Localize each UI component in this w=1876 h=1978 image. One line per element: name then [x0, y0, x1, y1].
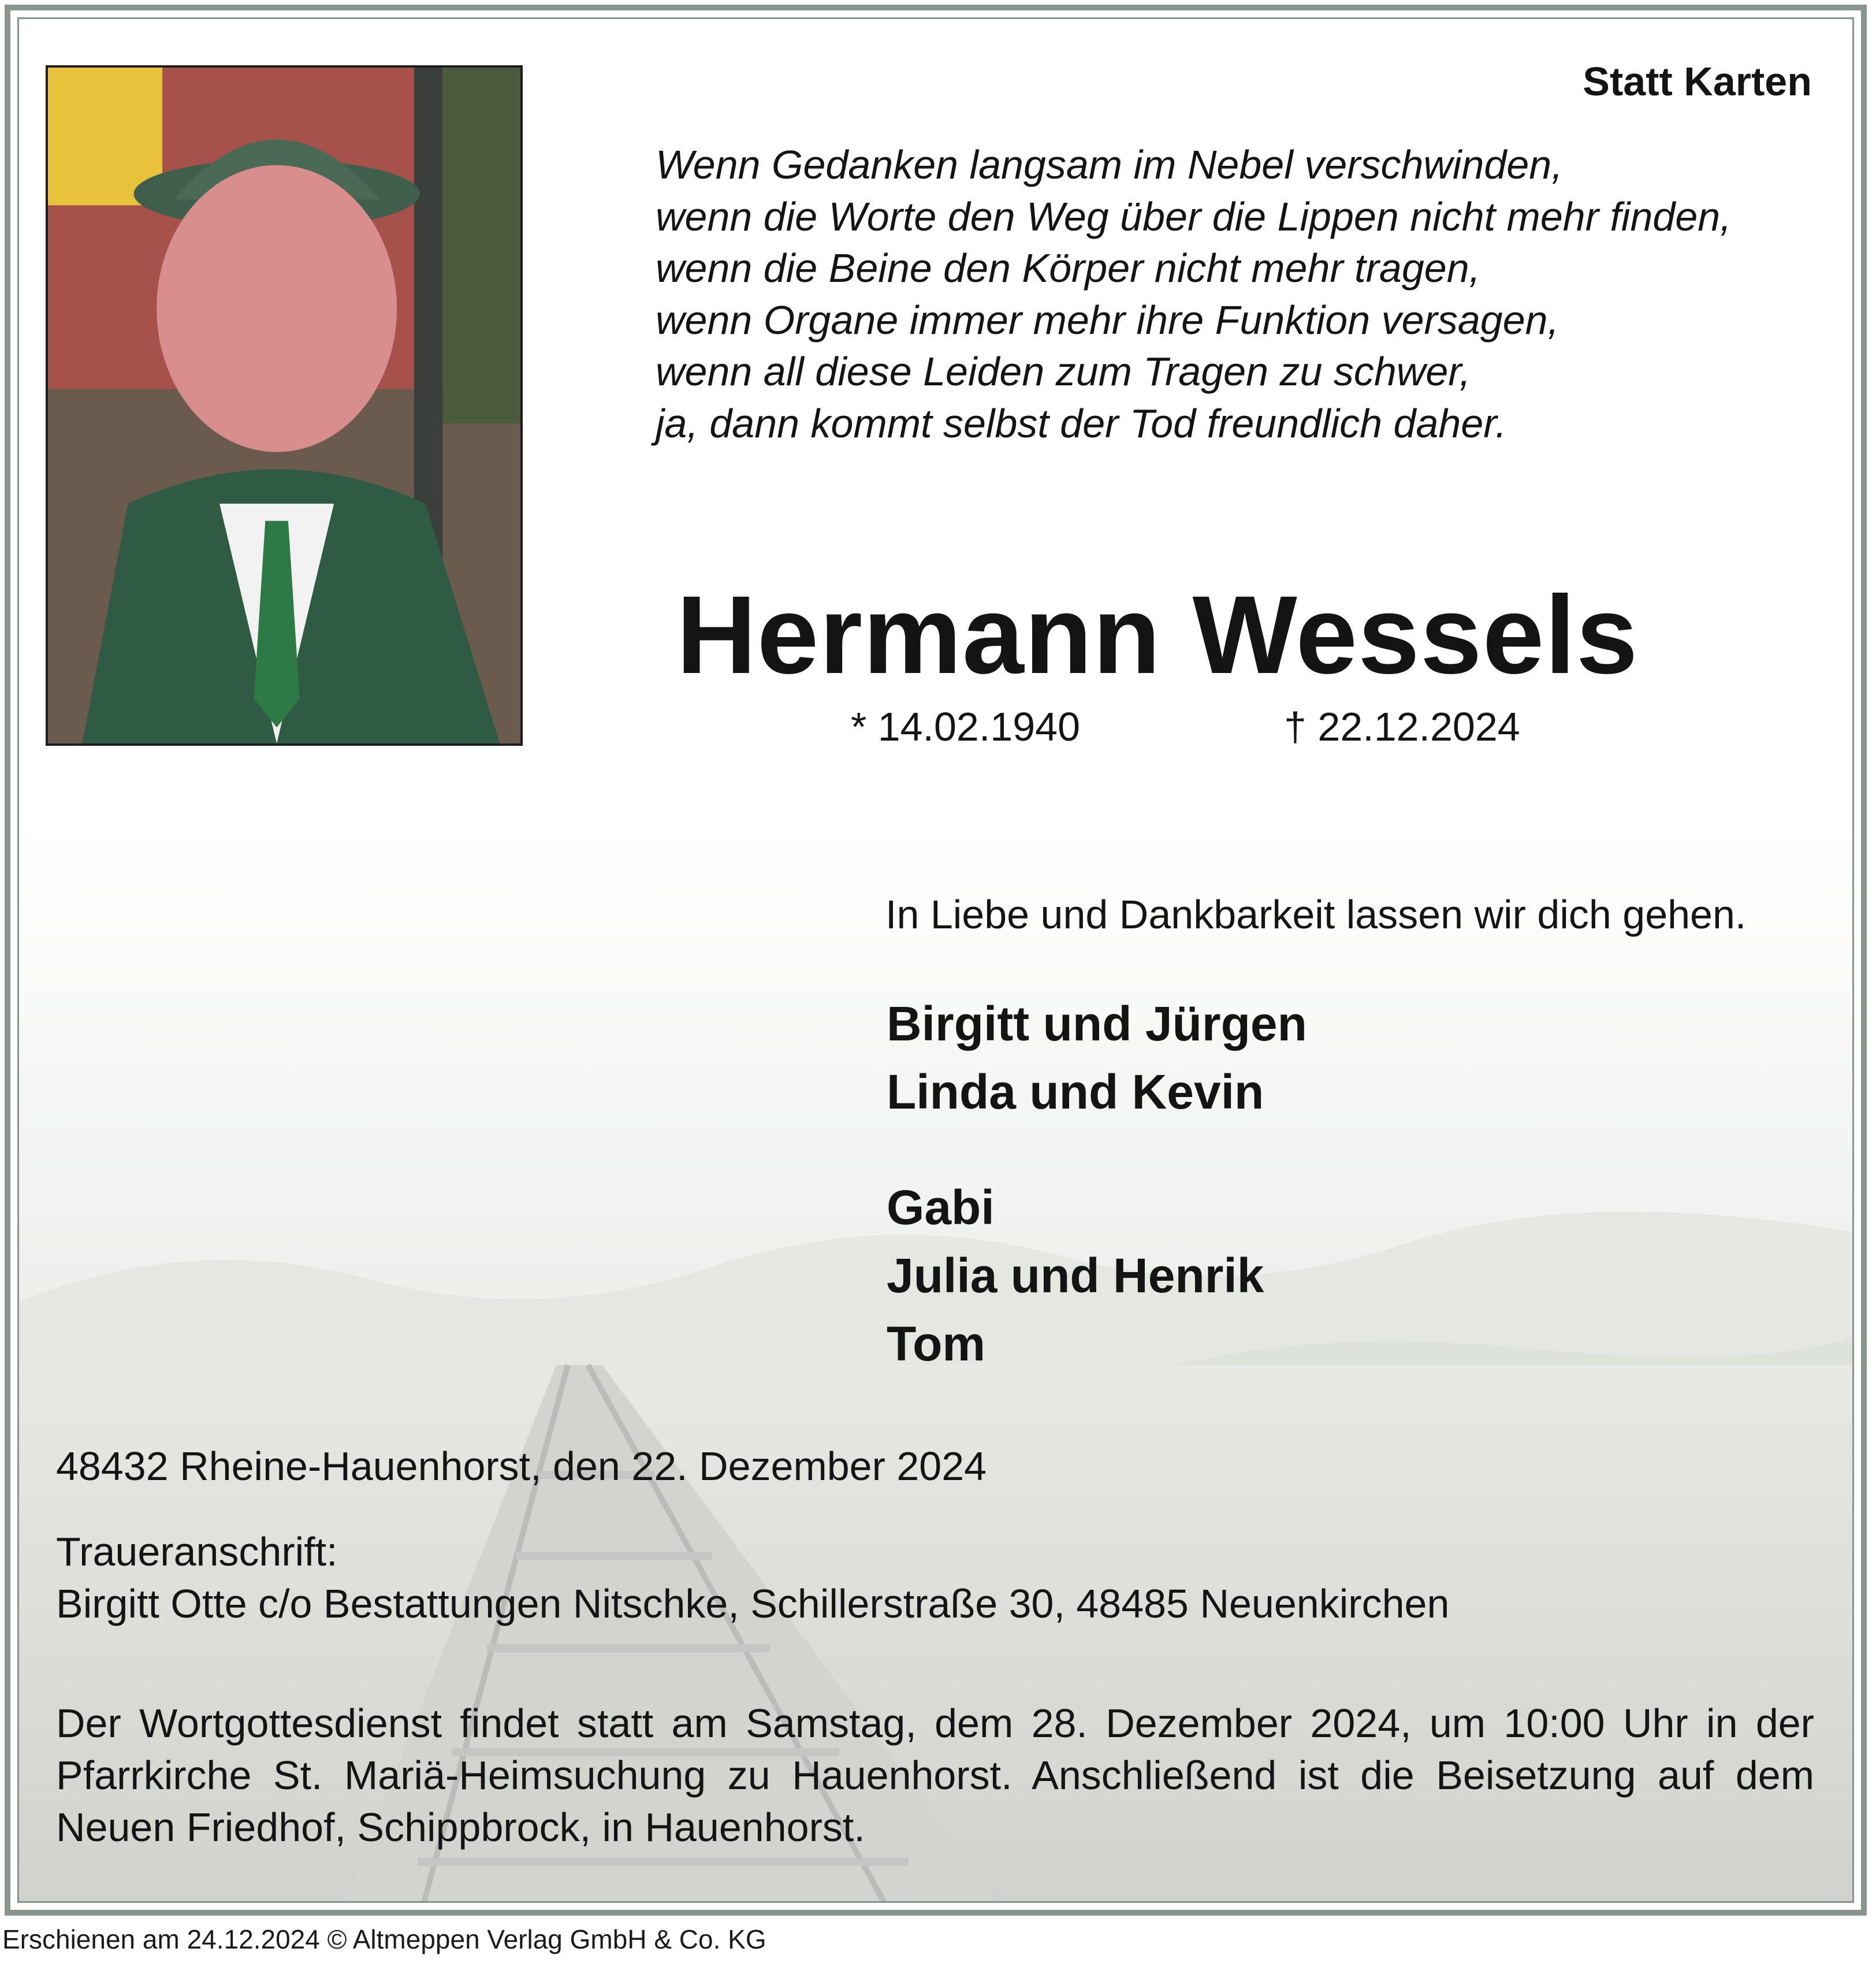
- mourning-address-value: Birgitt Otte c/o Bestattungen Nitschke, Schillerstraße 30, 48485 Neuenkirchen: [56, 1581, 1450, 1626]
- family-group-2: [887, 1173, 1264, 1378]
- family-group-1: [887, 990, 1307, 1126]
- farewell-text: In Liebe und Dankbarkeit lassen wir dich gehen.: [885, 892, 1747, 937]
- poem-line: wenn all diese Leiden zum Tragen zu schwer,: [656, 349, 1471, 394]
- death-date: † 22.12.2024: [1284, 704, 1520, 749]
- poem-line: wenn Organe immer mehr ihre Funktion versagen,: [656, 297, 1559, 343]
- poem: [656, 139, 1732, 449]
- portrait-photo: [46, 65, 523, 746]
- poem-line: wenn die Worte den Weg über die Lippen nicht mehr finden,: [656, 194, 1732, 239]
- birth-date: * 14.02.1940: [851, 704, 1081, 749]
- family-member: Julia und Henrik: [887, 1248, 1264, 1303]
- family-member: Birgitt und Jürgen: [887, 997, 1307, 1051]
- poem-line: ja, dann kommt selbst der Tod freundlich daher.: [656, 400, 1507, 446]
- family-member: Gabi: [887, 1180, 995, 1235]
- place-date: 48432 Rheine-Hauenhorst, den 22. Dezember 2024: [56, 1444, 987, 1489]
- obituary-card: [17, 17, 1854, 1903]
- deceased-name: Hermann Wessels: [676, 572, 1639, 697]
- publication-footer: Erschienen am 24.12.2024 © Altmeppen Verlag GmbH & Co. KG: [2, 1924, 766, 1954]
- mourning-address-label: Traueranschrift:: [56, 1529, 338, 1574]
- family-member: Linda und Kevin: [887, 1065, 1264, 1119]
- service-info: Der Wortgottesdienst findet statt am Samstag, dem 28. Dezember 2024, um 10:00 Uhr in der Pfarrkirche St. Mariä-Heimsuchung zu Hauenhorst. Anschließend ist die Beisetzung auf dem Neuen Friedhof, Schippbrock, in Hauenhorst.: [56, 1701, 1814, 1850]
- poem-line: wenn die Beine den Körper nicht mehr tragen,: [656, 246, 1481, 291]
- statt-karten-label: Statt Karten: [1583, 59, 1812, 104]
- family-member: Tom: [887, 1317, 986, 1371]
- poem-line: Wenn Gedanken langsam im Nebel verschwinden,: [656, 142, 1563, 187]
- mourning-address: [56, 1526, 1449, 1630]
